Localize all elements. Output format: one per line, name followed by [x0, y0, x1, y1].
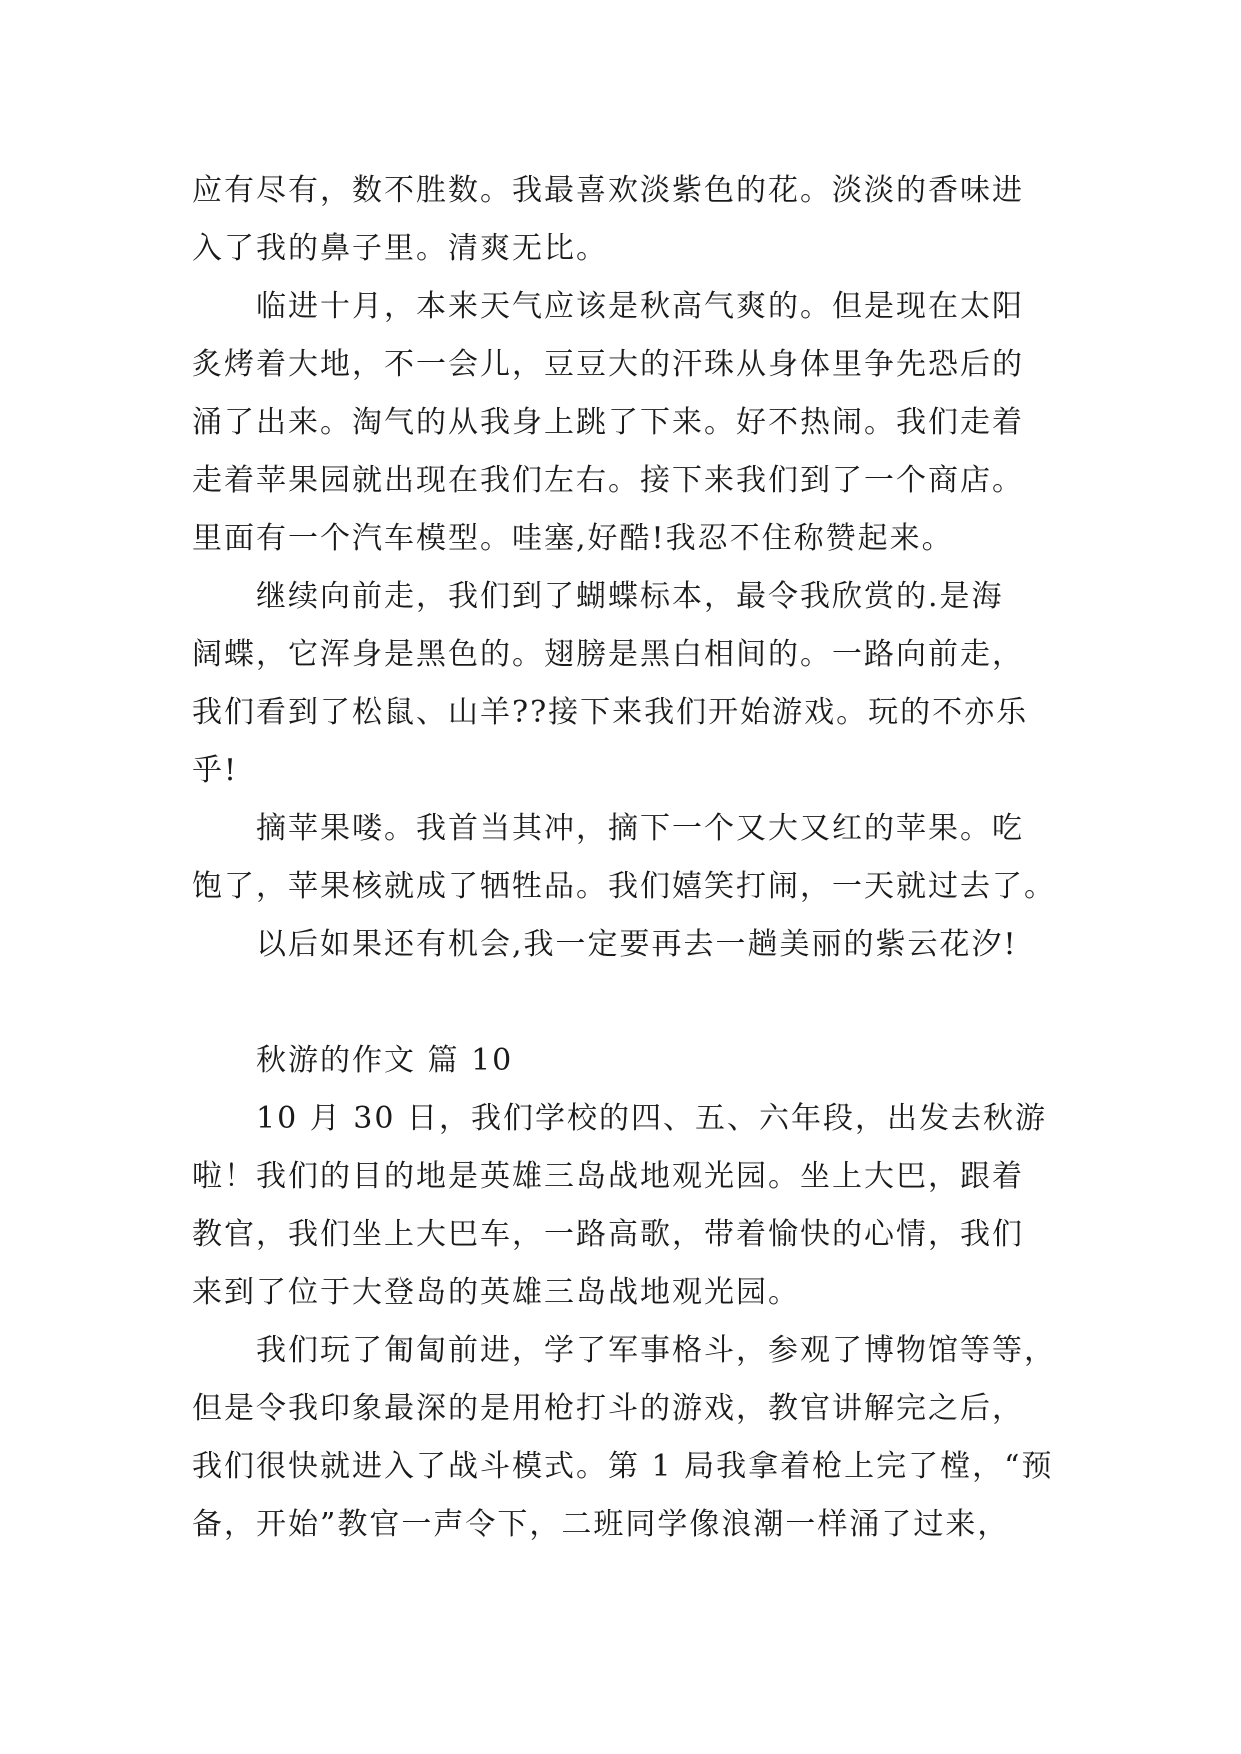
text-line: 涌了出来。淘气的从我身上跳了下来。好不热闹。我们走着 [192, 405, 1024, 440]
text-line: 但是令我印象最深的是用枪打斗的游戏，教官讲解完之后， [192, 1391, 1024, 1426]
text-line: 我们很快就进入了战斗模式。第 1 局我拿着枪上完了樘，“预 [192, 1449, 1054, 1484]
text-line: 我们看到了松鼠、山羊??接下来我们开始游戏。玩的不亦乐 [192, 695, 1029, 730]
text-line: 乎! [192, 753, 239, 788]
paragraph-start-line: 继续向前走，我们到了蝴蝶标本，最令我欣赏的.是海 [256, 579, 1004, 614]
text-line: 阔蝶，它浑身是黑色的。翅膀是黑白相间的。一路向前走， [192, 637, 1024, 672]
section-heading: 秋游的作文 篇 10 [256, 1043, 514, 1078]
paragraph-start-line: 以后如果还有机会,我一定要再去一趟美丽的紫云花汐! [256, 927, 1018, 962]
paragraph-start-line: 我们玩了匍匐前进，学了军事格斗，参观了博物馆等等， [256, 1333, 1056, 1368]
text-line: 里面有一个汽车模型。哇塞,好酷!我忍不住称赞起来。 [192, 521, 954, 556]
text-line: 来到了位于大登岛的英雄三岛战地观光园。 [192, 1275, 800, 1310]
essay-text [192, 162, 1062, 1554]
text-line: 备，开始”教官一声令下，二班同学像浪潮一样涌了过来， [192, 1507, 1010, 1542]
text-line: 饱了，苹果核就成了牺牲品。我们嬉笑打闹，一天就过去了。 [192, 869, 1056, 904]
text-line: 走着苹果园就出现在我们左右。接下来我们到了一个商店。 [192, 463, 1024, 498]
paragraph-start-line: 10 月 30 日，我们学校的四、五、六年段，出发去秋游 [256, 1101, 1047, 1136]
text-line: 应有尽有，数不胜数。我最喜欢淡紫色的花。淡淡的香味进 [192, 173, 1024, 208]
text-line: 啦！我们的目的地是英雄三岛战地观光园。坐上大巴，跟着 [192, 1159, 1024, 1194]
text-line: 炙烤着大地，不一会儿，豆豆大的汗珠从身体里争先恐后的 [192, 347, 1024, 382]
paragraph-start-line: 摘苹果喽。我首当其冲，摘下一个又大又红的苹果。吃 [256, 811, 1024, 846]
text-line: 入了我的鼻子里。清爽无比。 [192, 231, 608, 266]
section-gap [192, 974, 1062, 1032]
text-line: 教官，我们坐上大巴车，一路高歌，带着愉快的心情，我们 [192, 1217, 1024, 1252]
paragraph-start-line: 临进十月，本来天气应该是秋高气爽的。但是现在太阳 [256, 289, 1024, 324]
